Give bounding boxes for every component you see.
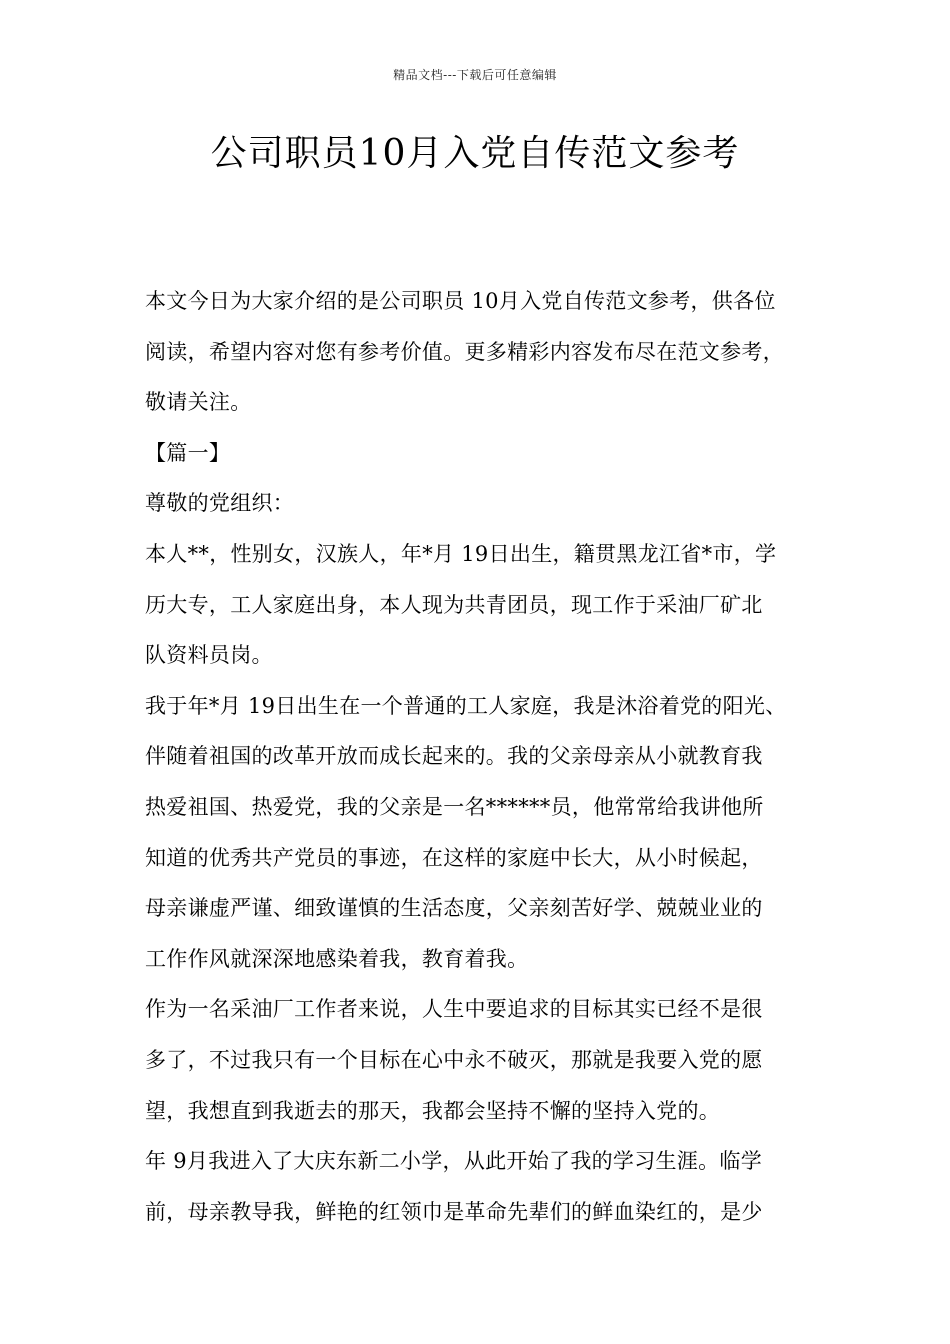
body-line: 作为一名采油厂工作者来说，人生中要追求的目标其实已经不是很: [145, 997, 763, 1022]
body-line: 阅读，希望内容对您有参考价值。更多精彩内容发布尽在范文参考，: [145, 339, 784, 364]
body-line: 知道的优秀共产党员的事迹，在这样的家庭中长大，从小时候起，: [145, 845, 763, 870]
body-line: 我于年*月 19日出生在一个普通的工人家庭，我是沐浴着党的阳光、: [145, 693, 787, 718]
body-line: 望，我想直到我逝去的那天，我都会坚持不懈的坚持入党的。: [145, 1098, 721, 1123]
body-line: 前，母亲教导我，鲜艳的红领巾是革命先辈们的鲜血染红的，是少: [145, 1199, 763, 1224]
section-heading: 【篇一】: [145, 440, 231, 465]
body-line: 本人**，性别女，汉族人，年*月 19日出生，籍贯黑龙江省*市，学: [145, 541, 777, 566]
header-note: 精品文档---下载后可任意编辑: [393, 68, 557, 82]
body-line: 年 9月我进入了大庆东新二小学，从此开始了我的学习生涯。临学: [145, 1149, 763, 1174]
salutation: 尊敬的党组织：: [145, 491, 295, 516]
body-line: 本文今日为大家介绍的是公司职员 10月入党自传范文参考，供各位: [145, 289, 776, 313]
body-line: 工作作风就深深地感染着我，教育着我。: [145, 946, 529, 971]
body-line: 敬请关注。: [145, 390, 252, 415]
body-line: 队资料员岗。: [145, 643, 273, 668]
body-line: 热爱祖国、热爱党，我的父亲是一名******员，他常常给我讲他所: [145, 794, 764, 819]
body-line: 历大专，工人家庭出身，本人现为共青团员，现工作于采油厂矿北: [145, 592, 763, 617]
document-title: 公司职员10月入党自传范文参考: [210, 133, 740, 174]
body-line: 多了，不过我只有一个目标在心中永不破灭，那就是我要入党的愿: [145, 1047, 763, 1072]
document-body: [145, 282, 825, 1243]
body-line: 伴随着祖国的改革开放而成长起来的。我的父亲母亲从小就教育我: [145, 744, 763, 769]
body-line: 母亲谦虚严谨、细致谨慎的生活态度，父亲刻苦好学、兢兢业业的: [145, 896, 763, 921]
